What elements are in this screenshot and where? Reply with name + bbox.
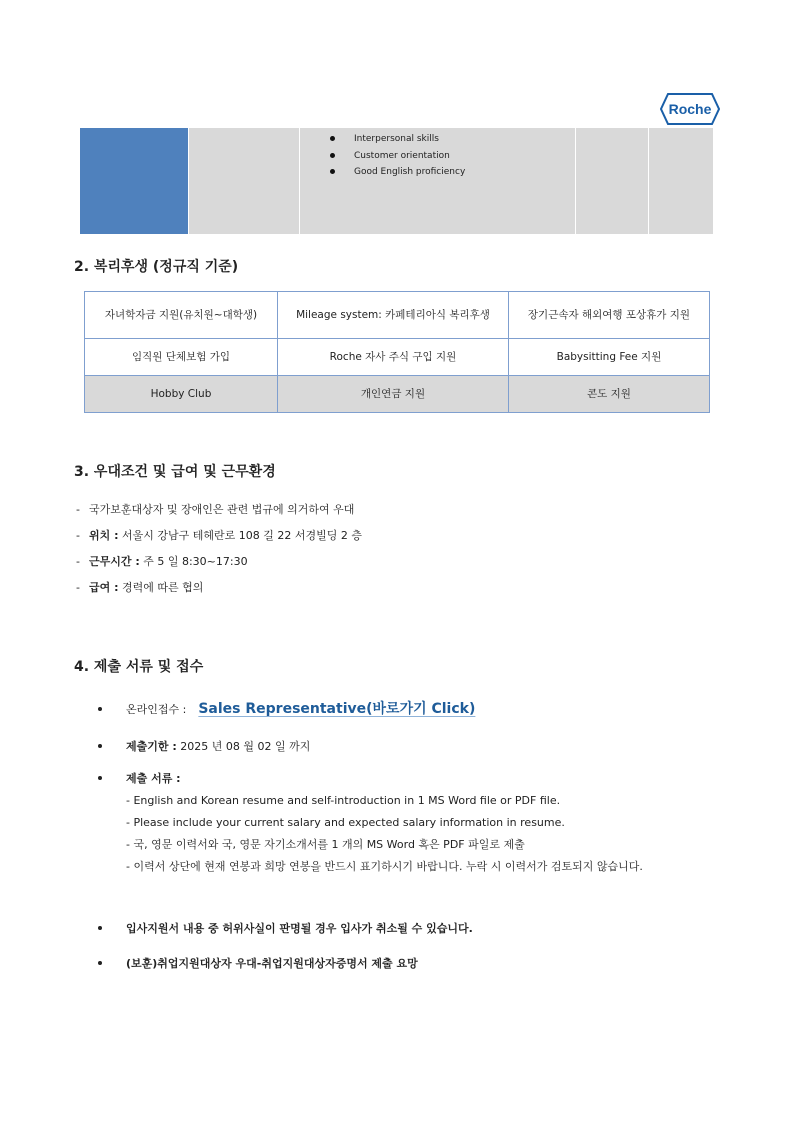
skills-cell — [300, 128, 576, 234]
apply-link[interactable]: Sales Representative(바로가기 Click) — [198, 701, 476, 717]
benefits-table — [84, 291, 710, 413]
bullet-icon — [98, 926, 102, 930]
section-heading-conditions: 3. 우대조건 및 급여 및 근무환경 — [74, 464, 276, 480]
table-cell: Roche 자사 주식 구입 지원 — [278, 339, 509, 376]
bullet-icon — [98, 961, 102, 965]
table-cell: Babysitting Fee 지원 — [509, 339, 710, 376]
bullet-icon — [98, 744, 102, 748]
table-empty-cell — [649, 128, 713, 234]
table-empty-cell — [576, 128, 649, 234]
hours-label: 근무시간 : — [89, 555, 140, 568]
document-line: - English and Korean resume and self-introduction in 1 MS Word file or PDF file. — [126, 794, 561, 807]
skill-item: Good English proficiency — [300, 164, 575, 181]
list-item: - 근무시간 : 주 5 일 8:30~17:30 — [76, 555, 248, 568]
false-info-notice: 입사지원서 내용 중 허위사실이 판명될 경우 입사가 취소될 수 있습니다. — [126, 922, 473, 935]
veteran-notice: (보훈)취업지원대상자 우대-취업지원대상자증명서 제출 요망 — [126, 957, 418, 970]
bullet-icon — [98, 707, 102, 711]
deadline-value: 2025 년 08 월 02 일 까지 — [176, 740, 311, 753]
skills-list — [300, 131, 575, 181]
hours-value: 주 5 일 8:30~17:30 — [139, 555, 248, 568]
table-cell: Hobby Club — [85, 376, 278, 413]
table-empty-cell — [189, 128, 300, 234]
bullet-icon — [98, 776, 102, 780]
roche-logo — [660, 93, 720, 125]
documents-details — [126, 790, 716, 878]
list-item: - 급여 : 경력에 따른 협의 — [76, 581, 204, 594]
section-heading-application: 4. 제출 서류 및 접수 — [74, 659, 204, 675]
document-line: - Please include your current salary and expected salary information in resume. — [126, 816, 565, 829]
online-application-item — [98, 698, 718, 718]
table-cell: 장기근속자 해외여행 포상휴가 지원 — [509, 292, 710, 339]
salary-value: 경력에 따른 협의 — [118, 581, 204, 594]
table-row — [85, 339, 710, 376]
table-row — [85, 292, 710, 339]
list-item: - 국가보훈대상자 및 장애인은 관련 법규에 의거하여 우대 — [76, 503, 355, 516]
logo-text: Roche — [668, 101, 712, 117]
document-line: - 국, 영문 이력서와 국, 영문 자기소개서를 1 개의 MS Word 혹은 PDF 파일로 제출 — [126, 838, 525, 851]
table-accent-cell — [80, 128, 189, 234]
list-item: - 위치 : 서울시 강남구 테헤란로 108 길 22 서경빌딩 2 층 — [76, 529, 362, 542]
skill-item: Customer orientation — [300, 148, 575, 165]
skill-item: Interpersonal skills — [300, 131, 575, 148]
document-line: - 이력서 상단에 현재 연봉과 희망 연봉을 반드시 표기하시기 바랍니다. 누락 시 이력서가 검토되지 않습니다. — [126, 860, 643, 873]
table-row — [85, 376, 710, 413]
table-cell: Mileage system: 카페테리아식 복리후생 — [278, 292, 509, 339]
conditions-list — [76, 497, 362, 601]
salary-label: 급여 : — [89, 581, 119, 594]
table-cell: 개인연금 지원 — [278, 376, 509, 413]
documents-label: 제출 서류 : — [126, 772, 181, 785]
deadline-label: 제출기한 : — [126, 740, 177, 753]
table-cell: 자녀학자금 지원(유치원~대학생) — [85, 292, 278, 339]
qualifications-table — [80, 128, 713, 234]
location-label: 위치 : — [89, 529, 119, 542]
online-label: 온라인접수 : — [126, 703, 187, 716]
section-heading-benefits: 2. 복리후생 (정규직 기준) — [74, 259, 239, 275]
table-cell: 임직원 단체보험 가입 — [85, 339, 278, 376]
location-value: 서울시 강남구 테헤란로 108 길 22 서경빌딩 2 층 — [118, 529, 362, 542]
table-cell: 콘도 지원 — [509, 376, 710, 413]
